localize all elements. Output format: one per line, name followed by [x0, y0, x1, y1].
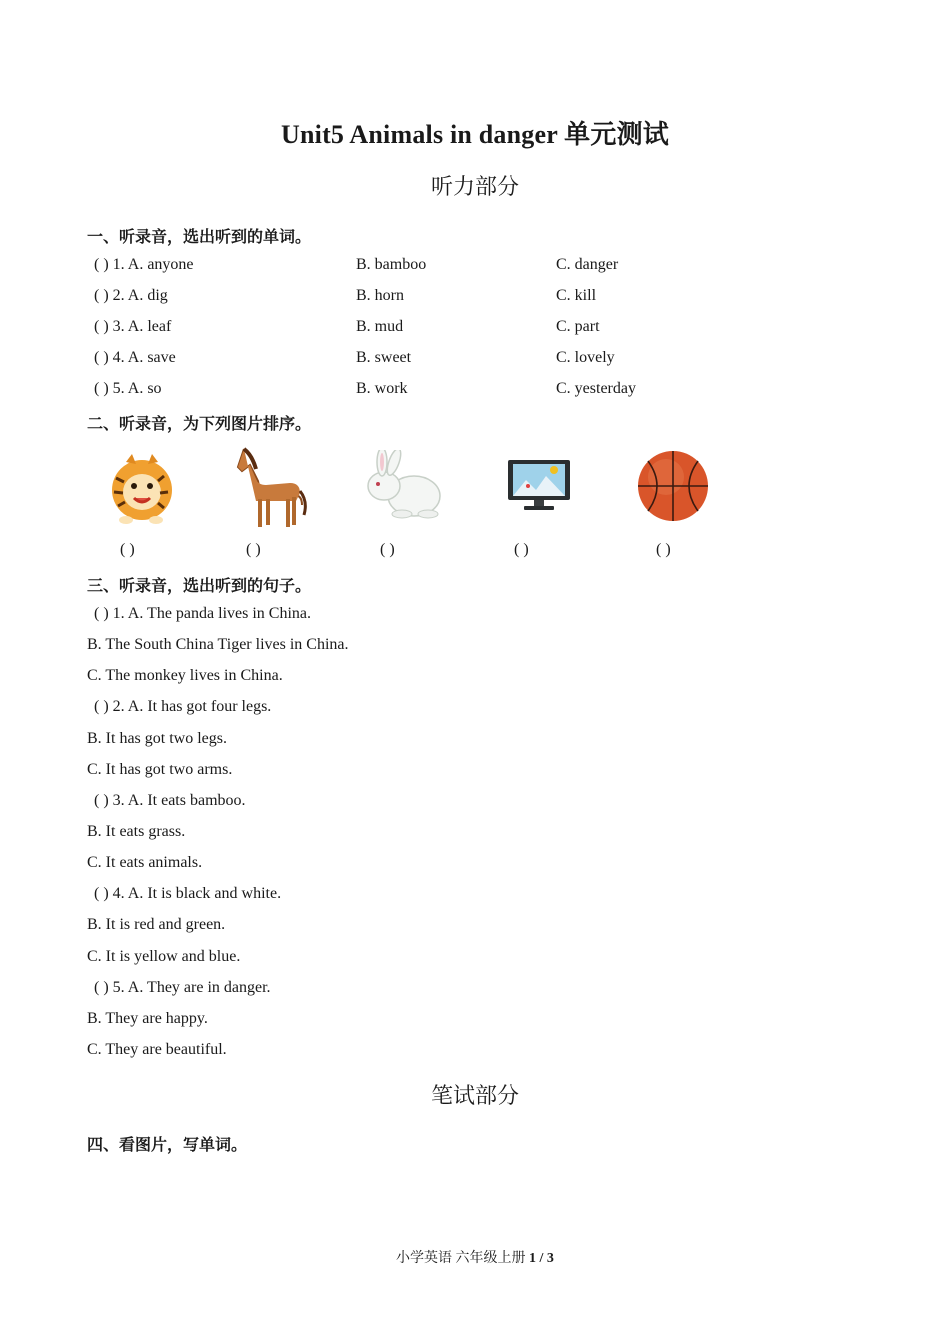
footer-text: 小学英语 六年级上册 [396, 1251, 526, 1266]
s3-q4-b: B. It is red and green. [87, 916, 226, 933]
picture-order-blank-2[interactable]: ( ) [246, 541, 261, 558]
picture-order-blank-4[interactable]: ( ) [514, 541, 529, 558]
s3-q3-a: ( ) 3. A. It eats bamboo. [94, 792, 246, 809]
s3-q1-b: B. The South China Tiger lives in China. [87, 636, 349, 653]
q1-option-b: B. bamboo [356, 256, 427, 273]
rabbit-image [362, 450, 446, 524]
picture-order-blank-5[interactable]: ( ) [656, 541, 671, 558]
writing-section-title: 笔试部分 [430, 1083, 519, 1108]
s3-q3-b: B. It eats grass. [87, 823, 186, 840]
section3-heading: 三、听录音，选出听到的句子。 [87, 576, 312, 595]
q4-option-a: ( ) 4. A. save [94, 349, 176, 366]
q3-option-a: ( ) 3. A. leaf [94, 318, 172, 335]
section1-heading: 一、听录音，选出听到的单词。 [87, 227, 312, 246]
page-title: Unit5 Animals in danger 单元测试 [281, 120, 669, 149]
q5-option-c: C. yesterday [556, 380, 636, 397]
q5-option-a: ( ) 5. A. so [94, 380, 162, 397]
q1-option-c: C. danger [556, 256, 619, 273]
q2-option-c: C. kill [556, 287, 597, 304]
s3-q5-c: C. They are beautiful. [87, 1041, 227, 1058]
picture-order-blank-3[interactable]: ( ) [380, 541, 395, 558]
s3-q1-a: ( ) 1. A. The panda lives in China. [94, 605, 311, 622]
q1-option-a: ( ) 1. A. anyone [94, 256, 194, 273]
q5-option-b: B. work [356, 380, 408, 397]
tiger-image [106, 448, 176, 526]
q2-option-a: ( ) 2. A. dig [94, 287, 168, 304]
basketball-image [636, 449, 710, 523]
section2-heading: 二、听录音，为下列图片排序。 [87, 414, 312, 433]
q4-option-b: B. sweet [356, 349, 412, 366]
tv-image [506, 458, 572, 514]
q4-option-c: C. lovely [556, 349, 615, 366]
s3-q1-c: C. The monkey lives in China. [87, 667, 283, 684]
s3-q5-a: ( ) 5. A. They are in danger. [94, 979, 271, 996]
s3-q2-b: B. It has got two legs. [87, 730, 227, 747]
s3-q4-a: ( ) 4. A. It is black and white. [94, 885, 282, 902]
s3-q2-a: ( ) 2. A. It has got four legs. [94, 698, 272, 715]
section4-heading: 四、看图片，写单词。 [87, 1135, 248, 1154]
q2-option-b: B. horn [356, 287, 404, 304]
page-number: 1 / 3 [529, 1251, 554, 1266]
q3-option-b: B. mud [356, 318, 404, 335]
page-footer [0, 1247, 950, 1267]
picture-order-blank-1[interactable]: ( ) [120, 541, 135, 558]
listening-section-title: 听力部分 [430, 174, 519, 199]
s3-q5-b: B. They are happy. [87, 1010, 208, 1027]
q3-option-c: C. part [556, 318, 600, 335]
s3-q3-c: C. It eats animals. [87, 854, 203, 871]
s3-q2-c: C. It has got two arms. [87, 761, 233, 778]
s3-q4-c: C. It is yellow and blue. [87, 948, 241, 965]
horse-image [230, 445, 310, 531]
